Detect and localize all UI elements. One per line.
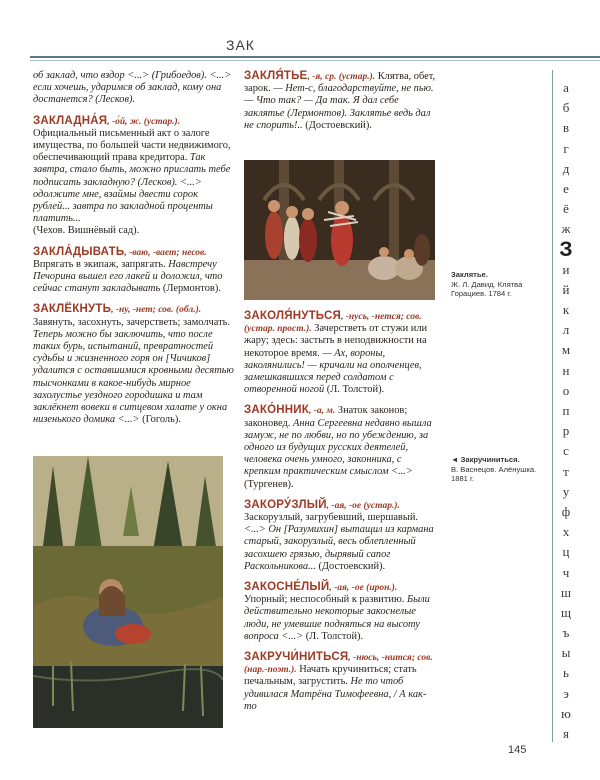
alphabet-letter[interactable]: э [563, 685, 569, 701]
painting-oath-of-horatii [244, 160, 435, 300]
alphabet-letter[interactable]: п [562, 403, 570, 418]
header-rule [30, 56, 600, 58]
headword: ЗАКЛА́ДЫВАТЬ [33, 245, 125, 258]
alphabet-letter[interactable]: л [562, 322, 570, 338]
headword: ЗАКОЛЯ́НУТЬСЯ [244, 310, 341, 322]
definition: Клятва, обет, зарок. [244, 71, 436, 95]
alphabet-letter[interactable]: х [562, 524, 570, 540]
alphabet-bar-line [552, 70, 553, 742]
source: (Л. Толстой). [305, 630, 364, 642]
page-number: 145 [508, 744, 527, 756]
alphabet-letter[interactable]: ц [562, 544, 570, 560]
alphabet-letter[interactable]: ё [563, 201, 569, 217]
alphabet-letter[interactable]: ф [561, 503, 571, 519]
caption-text: Ж. Л. Давид. Клятва Горациев. 1784 г. [451, 279, 523, 298]
source: (Достоевский). [318, 560, 386, 572]
entry-continued [33, 70, 234, 107]
running-head: ЗАК [226, 37, 255, 53]
example-line: кому она достанется? (Лесков). [33, 82, 222, 106]
alphabet-letter[interactable]: й [562, 281, 570, 297]
alphabet-letter[interactable]: я [563, 726, 569, 741]
column-left [33, 70, 234, 434]
entry-zakoruzly [244, 499, 439, 573]
alphabet-letter[interactable]: у [562, 483, 570, 499]
example-line: <...> если хочешь, ударимся об заклад, [33, 70, 232, 94]
page-header [0, 0, 600, 62]
column-right-bottom [244, 310, 439, 721]
grammar-note: , -о́й, ж. (устар.). [107, 116, 181, 127]
alphabet-letter[interactable]: щ [560, 604, 571, 620]
painting-alyonushka [33, 456, 223, 728]
source: (Тургенев). [244, 478, 294, 490]
alphabet-letter[interactable]: м [561, 342, 571, 358]
source: (Достоевский). [305, 119, 372, 131]
alphabet-letter[interactable]: д [562, 160, 570, 176]
alphabet-letter[interactable]: ш [560, 584, 571, 600]
entry-zakonnik [244, 404, 439, 490]
alphabet-letter[interactable]: ы [561, 645, 571, 661]
example: Анна Сергеевна недавно вышла замуж, не по любви, но по убеждению, за одного из будущих русских деятелей, человека очень умного, законника, с крепким практическим смыслом <...> [244, 417, 432, 478]
alphabet-letter[interactable]: к [562, 302, 570, 318]
grammar-note: , -ну, -нет; сов. (обл.). [111, 305, 202, 316]
grammar-note: , -ваю, -вает; несов. [124, 247, 207, 258]
example: <...> Он [Разумихин] вытащил из кармана старый, закорузлый, весь облепленный засохшею грязью, дырявый сапог Раскольникова... [244, 524, 434, 572]
grammar-note: , -а, м. [308, 406, 336, 417]
header-rule-thin [30, 60, 600, 61]
definition: Начать кручиниться; стать печальным, загрустить. [244, 664, 417, 688]
grammar-note: , -нюсь, -нится; сов. (нар.-поэт.). [244, 653, 433, 676]
painting-alyonushka-svg [33, 456, 223, 728]
definition: Зачерстветь от стужи или жару; здесь: застыть в неподвижности на некоторое время. [244, 323, 428, 359]
alphabet-letter[interactable]: и [562, 261, 570, 277]
alphabet-letter[interactable]: с [563, 443, 569, 459]
alphabet-letter[interactable]: н [562, 362, 570, 378]
definition: Впрягать в экипаж, запрягать. [33, 258, 166, 270]
column-right-top [244, 70, 439, 140]
definition: Официальный письменный акт о залоге имущества, по большей части недвижимого, обеспечивающий права кредитора. [33, 127, 231, 164]
headword: ЗАКО́ННИК [244, 404, 309, 417]
definition: Завянуть, засохнуть, зачерстветь; замолчать. [33, 316, 230, 328]
example: Были действительно некоторые закоснелые люди, не умевшие подняться на высоту вопроса <...> [244, 594, 430, 642]
alphabet-letter[interactable]: б [562, 100, 570, 116]
headword: ЗАКЛЯ́ТЬЕ [244, 70, 308, 82]
entry-zakolyanutsya [244, 310, 439, 396]
alphabet-letter[interactable]: в [562, 120, 570, 136]
alphabet-letter[interactable]: е [563, 180, 569, 196]
example: Навстречу Печорина вышел его лакей и доложил, что сейчас станут закладывать [33, 258, 223, 295]
entry-zakladyvat [33, 246, 234, 296]
alphabet-letter[interactable]: г [563, 140, 569, 156]
definition: Знаток законов; законовед. [244, 405, 408, 429]
example: Так завтра, стало быть, можно прислать тебе подписать закладную? (Лесков). <...> одолжите мне, взаймы двести сорок рублей... завтра по закладной проценты платить... [33, 152, 231, 225]
caption-alyonushka [451, 455, 551, 484]
caption-title: ◄ Закручиниться. [451, 455, 520, 464]
alphabet-letter[interactable]: а [563, 80, 569, 95]
example: Не то чтоб удивилася Матрёна Тимофеевна, / А как-то [244, 676, 427, 712]
caption-title: Заклятье. [451, 270, 488, 279]
alphabet-letter[interactable]: ч [562, 564, 570, 580]
grammar-note: , -я, ср. (устар.). [307, 72, 376, 82]
entry-zakruchinitsya [244, 651, 439, 713]
alphabet-letter[interactable]: ж [561, 221, 571, 237]
headword: ЗАКЛАДНА́Я [33, 114, 108, 127]
definition: Заскорузлый, загрубевший, шершавый. [244, 512, 418, 524]
headword: ЗАКОСНЕ́ЛЫЙ [244, 581, 330, 594]
example-line: об заклад, что вздор <...> (Грибоедов). [33, 70, 207, 81]
source: (Л. Толстой). [326, 384, 385, 396]
alphabet-letter[interactable]: ь [563, 665, 569, 681]
painting-oath-svg [244, 160, 435, 300]
entry-zakladnaya [33, 115, 234, 238]
grammar-note: , -нусь, -нется; сов. (устар. прост.). [244, 312, 422, 335]
entry-zaklyoknut [33, 303, 234, 426]
grammar-note: , -ая, -ое (устар.). [326, 500, 400, 511]
source: (Лермонтов). [162, 283, 221, 295]
alphabet-letter[interactable]: З [559, 237, 573, 261]
alphabet-letter[interactable]: ю [561, 705, 571, 721]
grammar-note: , -ая, -ое (ирон.). [329, 583, 398, 594]
source: (Чехов. Вишнёвый сад). [33, 225, 140, 237]
alphabet-letter[interactable]: р [562, 423, 570, 439]
alphabet-letter[interactable]: о [562, 382, 570, 398]
alphabet-index [556, 78, 576, 744]
caption-text: В. Васнецов. Алёнушка. 1881 г. [451, 464, 537, 483]
example: — Ах, вороны, заколянились! — кричали на ополченцев, замешкавшихся перед солдатом с отворенной ногой [244, 347, 422, 396]
example: — Нет-с, благодарствуйте, не пью. — Что так? — Да так. Я дал себе заклятье (Лермонтов). Заклятье ведь дал не спорить!.. [244, 83, 434, 131]
entry-zakosnely [244, 581, 439, 643]
headword: ЗАКРУЧИ́НИТЬСЯ [244, 651, 349, 664]
alphabet-letter[interactable]: ъ [562, 625, 570, 641]
headword: ЗАКОРУ́ЗЛЫЙ [244, 498, 327, 511]
source: (Гоголь). [142, 414, 181, 426]
definition: Упорный; неспособный к развитию. [244, 594, 405, 606]
entry-zaklyatye [244, 70, 439, 132]
alphabet-letter[interactable]: т [563, 463, 569, 479]
caption-oath [451, 270, 551, 299]
headword: ЗАКЛЁКНУТЬ [33, 303, 112, 316]
example: Теперь можно бы заключить, что после таких бурь, испытаний, превратностей судьбы и жизненного горя он [Чичиков] удалится с оставшимися кровными десятью тысчонками в какое-нибудь мирное захолустье уездного городишка и там заклёкнет вовеки в ситцевом халате у окна низенького домика <...> [33, 328, 234, 426]
